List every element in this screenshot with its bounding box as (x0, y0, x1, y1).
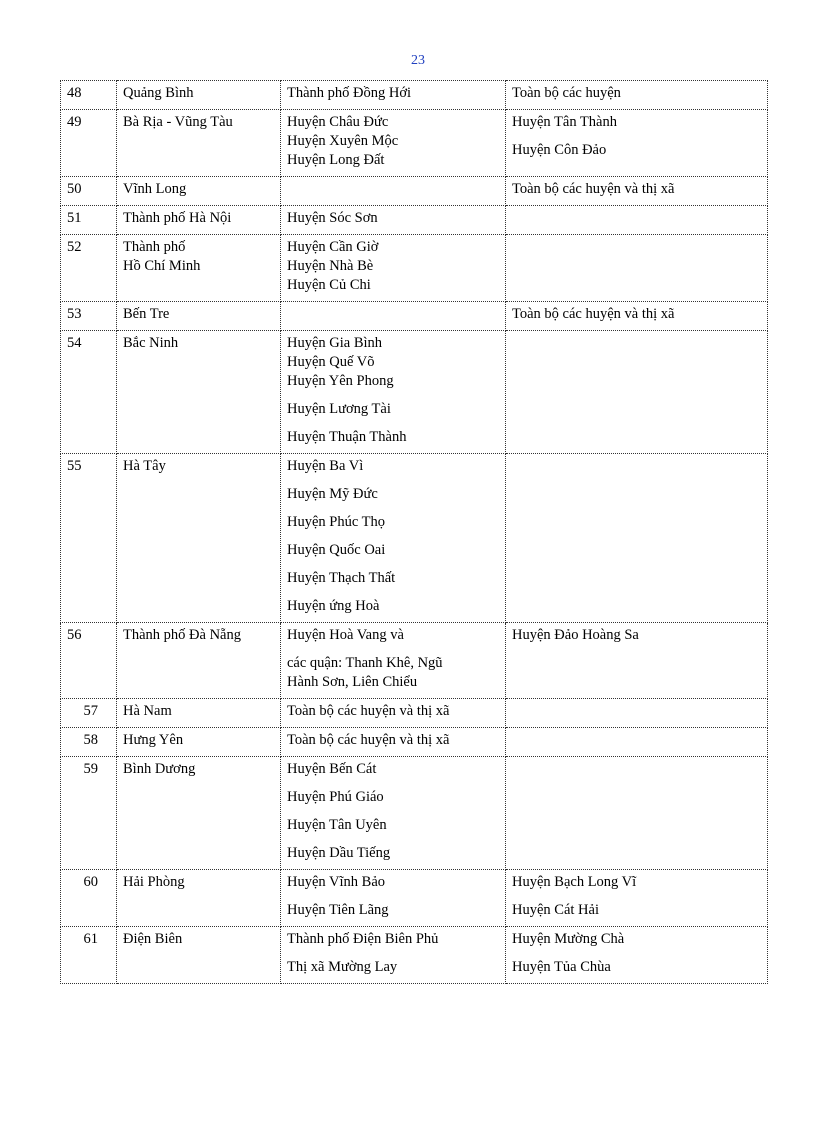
remote-districts-cell (506, 728, 768, 757)
districts-cell (281, 235, 506, 302)
district-line: Thành phố Đồng Hới (287, 85, 412, 101)
district-line: Huyện Phú Giáo (287, 789, 384, 805)
row-number-cell: 55 (61, 454, 117, 623)
table-row (61, 927, 768, 984)
district-line: Huyện Gia Bình (287, 335, 383, 351)
page-number: 23 (411, 53, 425, 68)
district-line: Huyện Tân Thành (512, 114, 617, 130)
district-line: Huyện Thạch Thất (287, 570, 396, 586)
district-line: Huyện Long Đất (287, 152, 385, 168)
province-cell (117, 454, 281, 623)
remote-districts-cell (506, 302, 768, 331)
district-line: Huyện Côn Đảo (512, 142, 607, 158)
remote-districts-cell (506, 927, 768, 984)
districts-cell (281, 870, 506, 927)
district-line: Huyện Lương Tài (287, 401, 391, 417)
district-line: Huyện Sóc Sơn (287, 210, 378, 226)
table-row (61, 302, 768, 331)
district-line: Huyện Đảo Hoàng Sa (512, 627, 639, 643)
district-line: Huyện Xuyên Mộc (287, 133, 399, 149)
row-number-cell: 50 (61, 177, 117, 206)
province-cell (117, 623, 281, 699)
table-row (61, 623, 768, 699)
district-line: Huyện Cát Hải (512, 902, 599, 918)
province-name-line: Bà Rịa - Vũng Tàu (123, 114, 233, 130)
table-row (61, 177, 768, 206)
districts-cell (281, 81, 506, 110)
remote-districts-cell (506, 757, 768, 870)
province-cell (117, 302, 281, 331)
table-row (61, 331, 768, 454)
district-line: Huyện Bạch Long Vĩ (512, 874, 637, 890)
district-line: Huyện Tủa Chùa (512, 959, 611, 975)
province-name-line: Bến Tre (123, 306, 170, 322)
row-number-cell: 60 (61, 870, 117, 927)
districts-cell (281, 206, 506, 235)
district-line: Thành phố Điện Biên Phủ (287, 931, 439, 947)
row-number-cell: 57 (61, 699, 117, 728)
district-line: Huyện Yên Phong (287, 373, 394, 389)
province-name-line: Hưng Yên (123, 732, 184, 748)
district-line: Toàn bộ các huyện và thị xã (287, 703, 450, 719)
province-cell (117, 331, 281, 454)
province-name-line: Vĩnh Long (123, 181, 187, 197)
table-row (61, 870, 768, 927)
districts-cell (281, 302, 506, 331)
province-name-line: Hà Tây (123, 458, 166, 474)
district-line: Toàn bộ các huyện (512, 85, 621, 101)
remote-districts-cell (506, 623, 768, 699)
row-number-cell: 51 (61, 206, 117, 235)
district-line: Huyện Thuận Thành (287, 429, 407, 445)
table-body (61, 81, 768, 984)
district-line: Huyện Tiên Lãng (287, 902, 389, 918)
district-line: Huyện Ba Vì (287, 458, 364, 474)
row-number-cell: 58 (61, 728, 117, 757)
districts-cell (281, 699, 506, 728)
remote-districts-cell (506, 110, 768, 177)
district-line: Huyện Củ Chi (287, 277, 371, 293)
province-name-line: Quảng Bình (123, 85, 194, 101)
district-line: Huyện Phúc Thọ (287, 514, 386, 530)
province-cell (117, 728, 281, 757)
regions-table (60, 80, 768, 984)
province-cell (117, 699, 281, 728)
province-cell (117, 927, 281, 984)
table-row (61, 235, 768, 302)
province-name-line: Thành phố (123, 239, 186, 255)
row-number-cell: 61 (61, 927, 117, 984)
province-name-line: Thành phố Đà Nẵng (123, 627, 241, 643)
province-name-line: Bình Dương (123, 761, 196, 777)
remote-districts-cell (506, 235, 768, 302)
row-number-cell: 48 (61, 81, 117, 110)
district-line: Toàn bộ các huyện và thị xã (512, 181, 675, 197)
row-number-cell: 52 (61, 235, 117, 302)
row-number-cell: 59 (61, 757, 117, 870)
province-cell (117, 110, 281, 177)
districts-cell (281, 331, 506, 454)
table-row (61, 757, 768, 870)
province-name-line: Thành phố Hà Nội (123, 210, 232, 226)
district-line: Huyện Hoà Vang và (287, 627, 404, 643)
row-number-cell: 56 (61, 623, 117, 699)
district-line: Huyện Mường Chà (512, 931, 625, 947)
districts-cell (281, 623, 506, 699)
province-name-line: Hà Nam (123, 703, 172, 719)
province-cell (117, 177, 281, 206)
row-number-cell: 49 (61, 110, 117, 177)
table-row (61, 206, 768, 235)
district-line: các quận: Thanh Khê, Ngũ (287, 655, 443, 671)
districts-cell (281, 757, 506, 870)
district-line: Toàn bộ các huyện và thị xã (512, 306, 675, 322)
remote-districts-cell (506, 454, 768, 623)
district-line: Huyện Nhà Bè (287, 258, 374, 274)
district-line: Huyện ứng Hoà (287, 598, 380, 614)
remote-districts-cell (506, 206, 768, 235)
district-line: Huyện Quế Võ (287, 354, 375, 370)
province-cell (117, 757, 281, 870)
districts-cell (281, 927, 506, 984)
province-name-line: Hải Phòng (123, 874, 185, 890)
district-line: Thị xã Mường Lay (287, 959, 398, 975)
remote-districts-cell (506, 81, 768, 110)
districts-cell (281, 728, 506, 757)
province-cell (117, 235, 281, 302)
district-line: Huyện Dầu Tiếng (287, 845, 391, 861)
districts-cell (281, 454, 506, 623)
district-line: Toàn bộ các huyện và thị xã (287, 732, 450, 748)
table-row (61, 454, 768, 623)
province-name-line: Bắc Ninh (123, 335, 179, 351)
province-cell (117, 81, 281, 110)
province-name-line: Điện Biên (123, 931, 183, 947)
district-line: Huyện Vĩnh Bảo (287, 874, 386, 890)
districts-cell (281, 177, 506, 206)
table-row (61, 81, 768, 110)
table-row (61, 699, 768, 728)
province-cell (117, 870, 281, 927)
district-line: Hành Sơn, Liên Chiểu (287, 674, 418, 690)
district-line: Huyện Quốc Oai (287, 542, 386, 558)
districts-cell (281, 110, 506, 177)
province-name-line: Hồ Chí Minh (123, 258, 201, 274)
district-line: Huyện Bến Cát (287, 761, 377, 777)
province-cell (117, 206, 281, 235)
district-line: Huyện Châu Đức (287, 114, 389, 130)
remote-districts-cell (506, 331, 768, 454)
remote-districts-cell (506, 177, 768, 206)
table-row (61, 728, 768, 757)
table-row (61, 110, 768, 177)
row-number-cell: 54 (61, 331, 117, 454)
row-number-cell: 53 (61, 302, 117, 331)
remote-districts-cell (506, 870, 768, 927)
district-line: Huyện Mỹ Đức (287, 486, 378, 502)
district-line: Huyện Tân Uyên (287, 817, 387, 833)
district-line: Huyện Cần Giờ (287, 239, 379, 255)
remote-districts-cell (506, 699, 768, 728)
